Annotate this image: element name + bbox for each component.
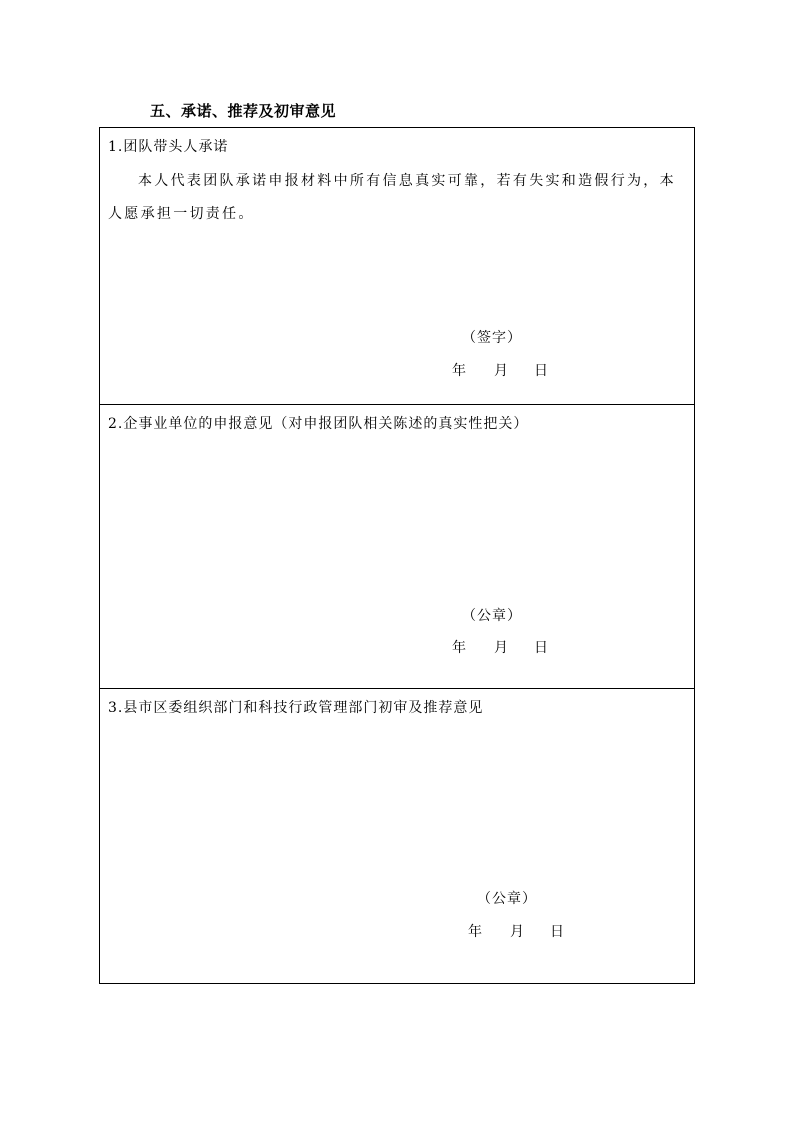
opinion-form-table	[99, 127, 695, 984]
date-day: 日	[550, 924, 564, 940]
date-year: 年	[468, 924, 482, 940]
date-day: 日	[534, 640, 548, 656]
employer-opinion-title: 2.企事业单位的申报意见（对申报团队相关陈述的真实性把关）	[108, 416, 529, 432]
date-month: 月	[510, 924, 524, 940]
county-review-section	[100, 689, 694, 983]
leader-pledge-section	[100, 128, 694, 405]
signature-label: （签字）	[462, 330, 522, 346]
official-seal-label: （公章）	[477, 891, 537, 907]
date-year: 年	[452, 640, 466, 656]
section-heading: 五、承诺、推荐及初审意见	[150, 102, 337, 120]
date-day: 日	[534, 363, 548, 379]
county-review-title: 3.县市区委组织部门和科技行政管理部门初审及推荐意见	[108, 700, 484, 716]
date-year: 年	[452, 363, 466, 379]
leader-pledge-title: 1.团队带头人承诺	[108, 139, 229, 155]
pledge-text: 本人代表团队承诺申报材料中所有信息真实可靠，若有失实和造假行为，本人愿承担一切责任。	[108, 173, 676, 222]
official-seal-label: （公章）	[462, 608, 522, 624]
employer-opinion-section	[100, 405, 694, 689]
date-month: 月	[494, 640, 508, 656]
date-month: 月	[494, 363, 508, 379]
